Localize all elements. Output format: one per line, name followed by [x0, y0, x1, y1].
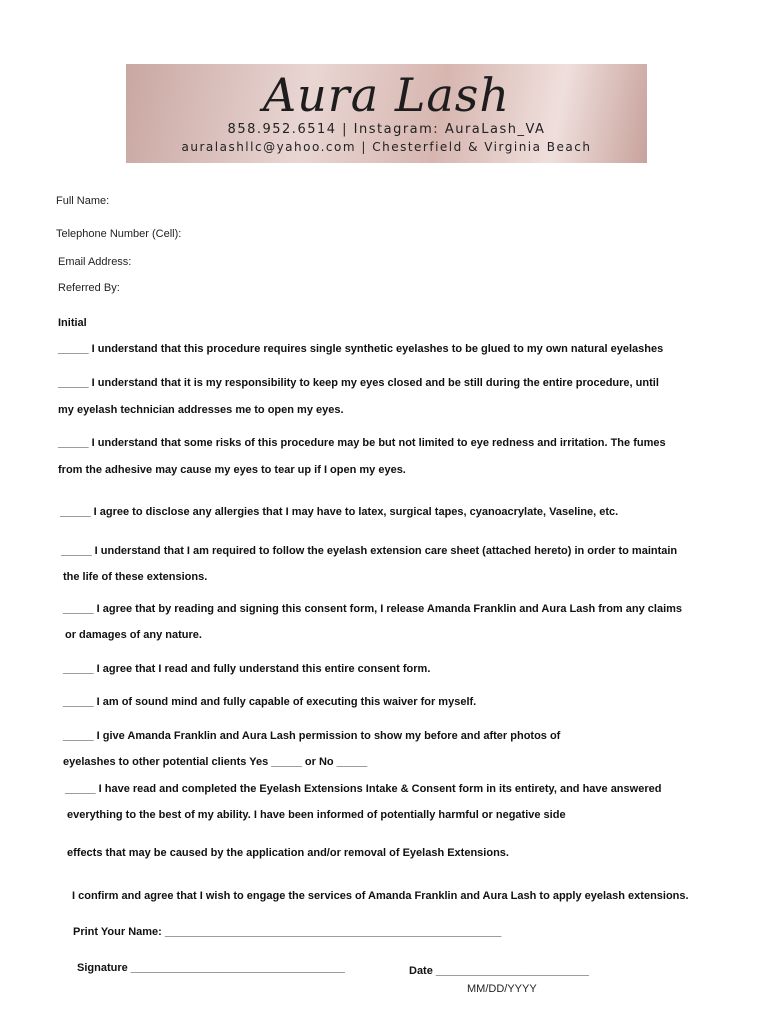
- referred-by-label: Referred By:: [58, 282, 120, 294]
- consent-item-2-line2: my eyelash technician addresses me to open my eyes.: [58, 404, 344, 416]
- consent-item-5-line2: the life of these extensions.: [63, 571, 208, 583]
- print-name-field: Print Your Name: _______________________________________________________: [73, 926, 502, 938]
- consent-item-1: _____ I understand that this procedure requires single synthetic eyelashes to be glued to my own natural eyelashes: [58, 343, 664, 355]
- email-label: Email Address:: [58, 256, 132, 268]
- consent-item-2-line1: _____ I understand that it is my responsibility to keep my eyes closed and be still during the entire procedure, until: [58, 377, 659, 389]
- consent-item-3-line2: from the adhesive may cause my eyes to tear up if I open my eyes.: [58, 464, 406, 476]
- consent-item-3-line1: _____ I understand that some risks of this procedure may be but not limited to eye redness and irritation. The fumes: [58, 437, 666, 449]
- consent-item-5-line1: _____ I understand that I am required to follow the eyelash extension care sheet (attached hereto) in order to maintain: [61, 545, 678, 557]
- consent-item-9-line1: _____ I give Amanda Franklin and Aura Lash permission to show my before and after photos of: [63, 730, 561, 742]
- signature-field: Signature ___________________________________: [77, 962, 345, 974]
- consent-item-10-line2: everything to the best of my ability. I have been informed of potentially harmful or negative side: [67, 809, 566, 821]
- brand-logo-text: Aura Lash: [262, 68, 511, 122]
- consent-item-8: _____ I am of sound mind and fully capable of executing this waiver for myself.: [63, 696, 477, 708]
- consent-item-4: _____ I agree to disclose any allergies that I may have to latex, surgical tapes, cyanoacrylate, Vaseline, etc.: [60, 506, 619, 518]
- date-format-hint: MM/DD/YYYY: [467, 983, 537, 995]
- consent-item-10-line3: effects that may be caused by the application and/or removal of Eyelash Extensions.: [67, 847, 509, 859]
- header-banner: [126, 64, 647, 163]
- contact-line-phone-instagram: 858.952.6514 | Instagram: AuraLash_VA: [227, 122, 546, 137]
- confirmation-statement: I confirm and agree that I wish to engage the services of Amanda Franklin and Aura Lash to apply eyelash extensions.: [72, 890, 689, 902]
- consent-item-10-line1: _____ I have read and completed the Eyelash Extensions Intake & Consent form in its entirety, and have answered: [65, 783, 662, 795]
- full-name-label: Full Name:: [56, 195, 110, 207]
- initial-heading: Initial: [58, 317, 87, 329]
- telephone-label: Telephone Number (Cell):: [56, 228, 182, 240]
- consent-item-9-line2: eyelashes to other potential clients Yes _____ or No _____: [63, 756, 368, 768]
- consent-item-6-line2: or damages of any nature.: [65, 629, 202, 641]
- date-field: Date _________________________: [409, 965, 589, 977]
- consent-item-7: _____ I agree that I read and fully understand this entire consent form.: [63, 663, 431, 675]
- consent-item-6-line1: _____ I agree that by reading and signing this consent form, I release Amanda Franklin and Aura Lash from any claims: [63, 603, 683, 615]
- contact-line-email-location: auralashllc@yahoo.com | Chesterfield & Virginia Beach: [181, 140, 592, 154]
